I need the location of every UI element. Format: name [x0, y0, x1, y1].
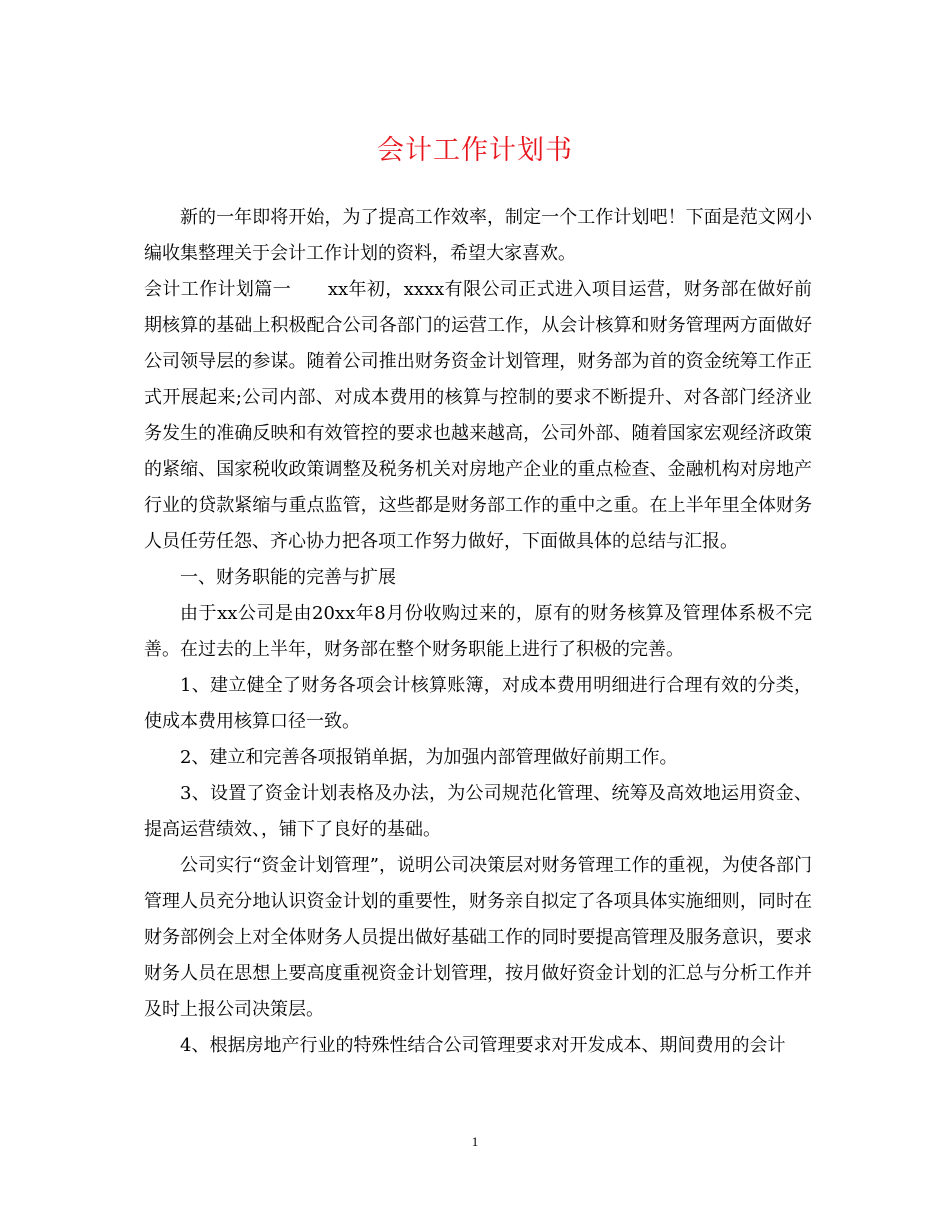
list-item-3: 3、设置了资金计划表格及办法，为公司规范化管理、统筹及高效地运用资金、提高运营绩效、，铺下了良好的基础。 [144, 783, 812, 840]
paragraph-intro: 新的一年即将开始，为了提高工作效率，制定一个工作计划吧！下面是范文网小编收集整理关于会计工作计划的资料，希望大家喜欢。 [144, 207, 812, 264]
document-body [144, 200, 812, 1064]
list-item-4: 4、根据房地产行业的特殊性结合公司管理要求对开发成本、期间费用的会计 [180, 1035, 786, 1056]
section-heading-finance-functions: 一、财务职能的完善与扩展 [180, 567, 396, 588]
list-item-1: 1、建立健全了财务各项会计核算账簿，对成本费用明细进行合理有效的分类，使成本费用核算口径一致。 [144, 675, 812, 732]
list-item-2: 2、建立和完善各项报销单据，为加强内部管理做好前期工作。 [180, 747, 678, 768]
paragraph-plan-one: 会计工作计划篇一 xx年初，xxxx有限公司正式进入项目运营，财务部在做好前期核算的基础上积极配合公司各部门的运营工作，从会计核算和财务管理两方面做好公司领导层的参谋。随着公司推出财务资金计划管理，财务部为首的资金统筹工作正式开展起来;公司内部、对成本费用的核算与控制的要求不断提升、对各部门经济业务发生的准确反映和有效管控的要求也越来越高，公司外部、随着国家宏观经济政策的紧缩、国家税收政策调整及税务机关对房地产企业的重点检查、金融机构对房地产行业的贷款紧缩与重点监管，这些都是财务部工作的重中之重。在上半年里全体财务人员任劳任怨、齐心协力把各项工作努力做好，下面做具体的总结与汇报。 [144, 279, 812, 552]
paragraph-acquisition: 由于xx公司是由20xx年8月份收购过来的，原有的财务核算及管理体系极不完善。在过去的上半年，财务部在整个财务职能上进行了积极的完善。 [144, 603, 812, 660]
paragraph-capital-plan: 公司实行“资金计划管理”，说明公司决策层对财务管理工作的重视，为使各部门管理人员充分地认识资金计划的重要性，财务亲自拟定了各项具体实施细则，同时在财务部例会上对全体财务人员提出做好基础工作的同时要提高管理及服务意识，要求财务人员在思想上要高度重视资金计划管理，按月做好资金计划的汇总与分析工作并及时上报公司决策层。 [144, 855, 812, 1020]
document-title: 会计工作计划书 [377, 135, 573, 166]
page-number: 1 [471, 1134, 479, 1149]
